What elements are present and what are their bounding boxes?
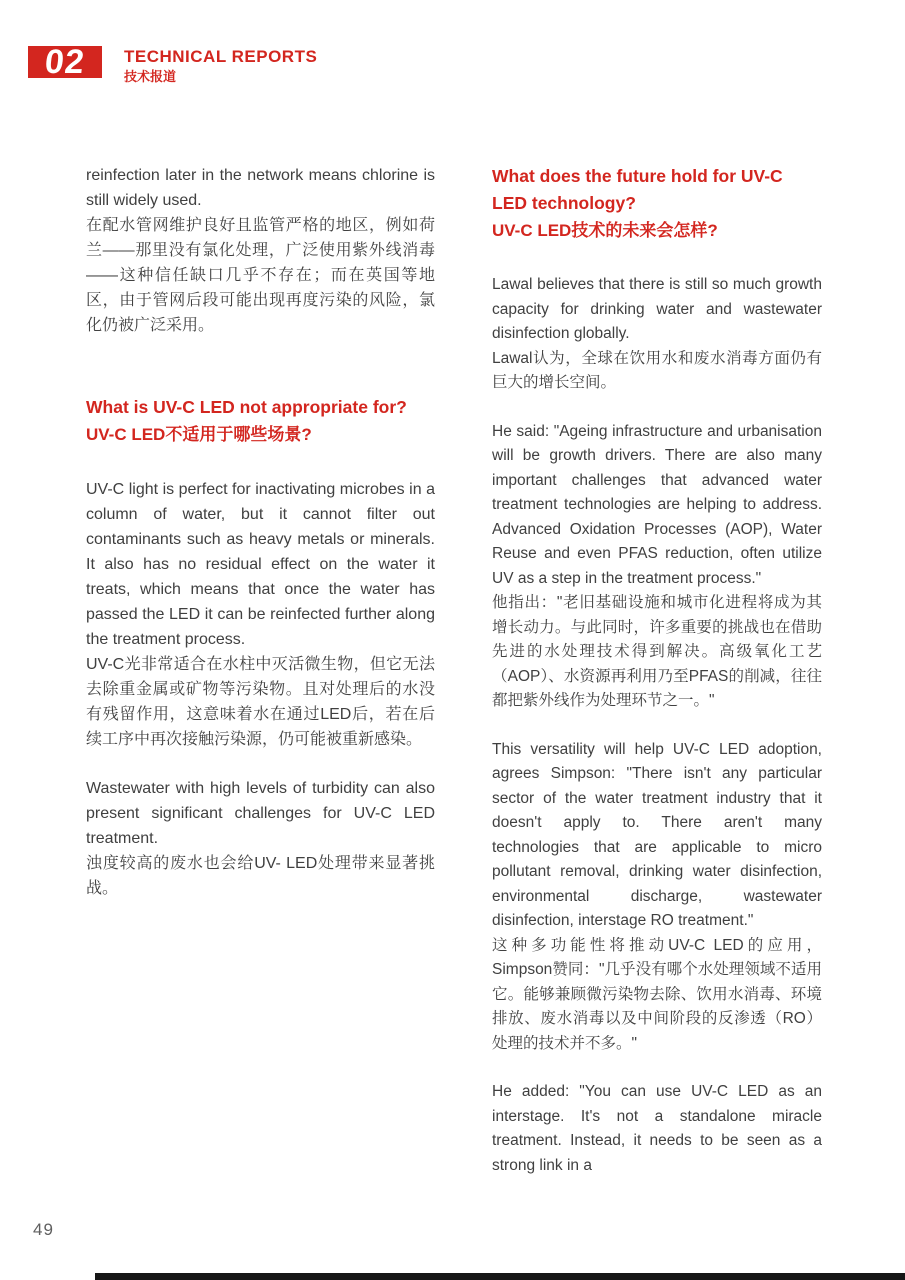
paragraph-en: He said: "Ageing infrastructure and urbanisation will be growth drivers. There are also many important challenges that advanced water treatment technologies are helping to address. Advanced Oxidation Processes (AOP), Water Reuse and even PFAS reduction, often utilize UV as a step in the treatment process." (492, 422, 822, 587)
paragraph-en: Lawal believes that there is still so much growth capacity for drinking water and wastewater disinfection globally. (492, 276, 822, 342)
paragraph-zh: UV-C光非常适合在水柱中灭活微生物，但它无法去除重金属或矿物等污染物。且对处理后的水没有残留作用，这意味着水在通过LED后，若在后续工序中再次接触污染源，仍可能被重新感染。 (86, 656, 435, 748)
page-number: 49 (33, 1220, 54, 1239)
left-column (86, 163, 435, 901)
right-column (492, 163, 822, 1178)
paragraph-zh: 他指出："老旧基础设施和城市化进程将成为其增长动力。与此同时，许多重要的挑战也在借助先进的水处理技术得到解决。高级氧化工艺（AOP）、水资源再利用乃至PFAS的削减，往往都把紫外线作为处理环节之一。" (492, 594, 822, 709)
paragraph-en: This versatility will help UV-C LED adoption, agrees Simpson: "There isn't any particular sector of the water treatment industry that it doesn't apply to. There aren't many technologies that are applicable to micro pollutant removal, drinking water disinfection, environmental discharge, wastewater disinfection, interstage RO treatment." (492, 740, 822, 929)
header-titles (124, 46, 317, 85)
header-title-en: TECHNICAL REPORTS (124, 47, 318, 66)
bottom-edge-bar (95, 1273, 905, 1280)
paragraph-en: UV-C light is perfect for inactivating microbes in a column of water, but it cannot filter out contaminants such as heavy metals or minerals. It also has no residual effect on the water it treats, which means that once the water has passed the LED it can be reinfected further along the treatment process. (86, 481, 435, 648)
paragraph-zh: 这种多功能性将推动UV-C LED的应用，Simpson赞同："几乎没有哪个水处理领域不适用它。能够兼顾微污染物去除、饮用水消毒、环境排放、废水消毒以及中间阶段的反渗透（RO）处理的技术并不多。" (492, 936, 822, 1052)
section-heading-zh: UV-C LED不适用于哪些场景? (86, 425, 312, 444)
section-heading-en: What is UV-C LED not appropriate for? (86, 397, 407, 417)
section-heading-zh: UV-C LED技术的未来会怎样? (492, 221, 718, 240)
paragraph-zh: 在配水管网维护良好且监管严格的地区，例如荷兰——那里没有氯化处理，广泛使用紫外线消毒——这种信任缺口几乎不存在；而在英国等地区，由于管网后段可能出现再度污染的风险，氯化仍被广泛采用。 (86, 217, 435, 334)
section-heading (492, 163, 822, 244)
section-number-badge (28, 43, 102, 81)
paragraph-en: reinfection later in the network means chlorine is still widely used. (86, 167, 435, 209)
section-heading (86, 394, 435, 448)
paragraph-zh: Lawal认为，全球在饮用水和废水消毒方面仍有巨大的增长空间。 (492, 349, 822, 391)
page-header (28, 43, 318, 85)
paragraph-en: He added: "You can use UV-C LED as an interstage. It's not a standalone miracle treatment. Instead, it needs to be seen as a strong link in a (492, 1083, 822, 1174)
paragraph-en: Wastewater with high levels of turbidity can also present significant challenges for UV-C LED treatment. (86, 780, 435, 847)
section-number: 02 (43, 43, 87, 81)
paragraph-zh: 浊度较高的废水也会给UV- LED处理带来显著挑战。 (86, 855, 435, 897)
header-title-zh: 技术报道 (124, 69, 177, 84)
section-heading-en: What does the future hold for UV-C LED technology? (492, 166, 783, 213)
